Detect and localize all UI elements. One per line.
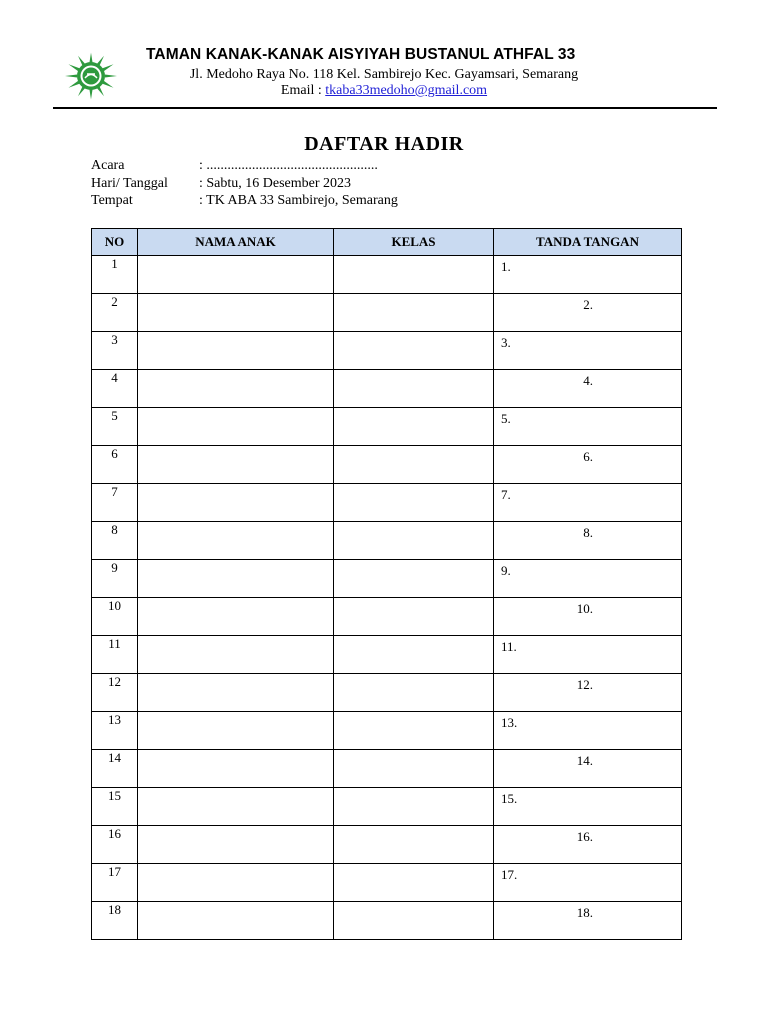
row-number: 14 — [92, 750, 138, 788]
kelas-cell[interactable] — [334, 598, 494, 636]
tanda-tangan-cell[interactable] — [494, 826, 682, 864]
kelas-cell[interactable] — [334, 332, 494, 370]
signature-number: 16. — [576, 829, 593, 844]
row-number: 11 — [92, 636, 138, 674]
signature-number: 11. — [501, 639, 517, 654]
signature-number: 5. — [501, 411, 511, 426]
signature-number: 4. — [583, 373, 593, 388]
kelas-cell[interactable] — [334, 902, 494, 940]
tanda-tangan-cell[interactable] — [494, 332, 682, 370]
tanda-tangan-cell[interactable] — [494, 712, 682, 750]
nama-anak-cell[interactable] — [138, 750, 334, 788]
row-number: 3 — [92, 332, 138, 370]
nama-anak-cell[interactable] — [138, 332, 334, 370]
signature-number: 15. — [501, 791, 518, 806]
kelas-cell[interactable] — [334, 826, 494, 864]
signature-number: 18. — [576, 905, 593, 920]
row-number: 13 — [92, 712, 138, 750]
nama-anak-cell[interactable] — [138, 712, 334, 750]
kelas-cell[interactable] — [334, 446, 494, 484]
signature-number: 3. — [501, 335, 511, 350]
field-value: : TK ABA 33 Sambirejo, Semarang — [199, 193, 398, 208]
table-row — [92, 370, 682, 408]
field-value: : ................................................. — [199, 158, 378, 173]
table-row — [92, 484, 682, 522]
row-number: 16 — [92, 826, 138, 864]
nama-anak-cell[interactable] — [138, 294, 334, 332]
field-label: Hari/ Tanggal — [91, 176, 168, 191]
row-number: 12 — [92, 674, 138, 712]
table-row — [92, 446, 682, 484]
table-row — [92, 864, 682, 902]
tanda-tangan-cell[interactable] — [494, 370, 682, 408]
signature-number: 14. — [576, 753, 593, 768]
school-name: TAMAN KANAK-KANAK AISYIYAH BUSTANUL ATHFAL 33 — [146, 46, 576, 63]
row-number: 4 — [92, 370, 138, 408]
row-number: 8 — [92, 522, 138, 560]
column-header-no: NO — [92, 229, 138, 256]
kelas-cell[interactable] — [334, 256, 494, 294]
row-number: 18 — [92, 902, 138, 940]
column-header-kelas: KELAS — [334, 229, 494, 256]
school-address: Jl. Medoho Raya No. 118 Kel. Sambirejo Kec. Gayamsari, Semarang — [189, 67, 579, 82]
table-row — [92, 332, 682, 370]
row-number: 9 — [92, 560, 138, 598]
tanda-tangan-cell[interactable] — [494, 560, 682, 598]
signature-number: 7. — [501, 487, 511, 502]
table-row — [92, 674, 682, 712]
email-link[interactable]: tkaba33medoho@gmail.com — [325, 83, 488, 98]
kelas-cell[interactable] — [334, 484, 494, 522]
document-title: DAFTAR HADIR — [304, 133, 464, 155]
table-row — [92, 788, 682, 826]
table-header-row — [92, 229, 682, 256]
tanda-tangan-cell[interactable] — [494, 788, 682, 826]
signature-number: 2. — [583, 297, 593, 312]
kelas-cell[interactable] — [334, 636, 494, 674]
signature-number: 1. — [501, 259, 511, 274]
table-row — [92, 560, 682, 598]
field-value: : Sabtu, 16 Desember 2023 — [199, 176, 352, 191]
table-row — [92, 712, 682, 750]
nama-anak-cell[interactable] — [138, 674, 334, 712]
table-row — [92, 750, 682, 788]
nama-anak-cell[interactable] — [138, 636, 334, 674]
tanda-tangan-cell[interactable] — [494, 674, 682, 712]
tanda-tangan-cell[interactable] — [494, 446, 682, 484]
column-header-tanda-tangan: TANDA TANGAN — [494, 229, 682, 256]
table-row — [92, 598, 682, 636]
tanda-tangan-cell[interactable] — [494, 864, 682, 902]
row-number: 1 — [92, 256, 138, 294]
table-row — [92, 902, 682, 940]
row-number: 5 — [92, 408, 138, 446]
kelas-cell[interactable] — [334, 560, 494, 598]
signature-number: 10. — [576, 601, 593, 616]
row-number: 2 — [92, 294, 138, 332]
email-label: Email : — [280, 83, 326, 98]
signature-number: 9. — [501, 563, 511, 578]
signature-number: 13. — [501, 715, 518, 730]
nama-anak-cell[interactable] — [138, 408, 334, 446]
kelas-cell[interactable] — [334, 750, 494, 788]
tanda-tangan-cell[interactable] — [494, 598, 682, 636]
school-email-line — [0, 83, 768, 99]
tanda-tangan-cell[interactable] — [494, 294, 682, 332]
table-row — [92, 294, 682, 332]
kelas-cell[interactable] — [334, 864, 494, 902]
tanda-tangan-cell[interactable] — [494, 750, 682, 788]
signature-number: 6. — [583, 449, 593, 464]
kelas-cell[interactable] — [334, 370, 494, 408]
row-number: 6 — [92, 446, 138, 484]
nama-anak-cell[interactable] — [138, 864, 334, 902]
field-label: Acara — [91, 158, 125, 173]
emblem-ray — [89, 53, 92, 64]
row-number: 7 — [92, 484, 138, 522]
table-row — [92, 256, 682, 294]
table-row — [92, 636, 682, 674]
row-number: 15 — [92, 788, 138, 826]
nama-anak-cell[interactable] — [138, 560, 334, 598]
column-header-nama-anak: NAMA ANAK — [138, 229, 334, 256]
nama-anak-cell[interactable] — [138, 902, 334, 940]
signature-number: 8. — [583, 525, 593, 540]
nama-anak-cell[interactable] — [138, 598, 334, 636]
kelas-cell[interactable] — [334, 522, 494, 560]
nama-anak-cell[interactable] — [138, 370, 334, 408]
nama-anak-cell[interactable] — [138, 256, 334, 294]
kelas-cell[interactable] — [334, 712, 494, 750]
tanda-tangan-cell[interactable] — [494, 484, 682, 522]
tanda-tangan-cell[interactable] — [494, 902, 682, 940]
tanda-tangan-cell[interactable] — [494, 522, 682, 560]
table-row — [92, 522, 682, 560]
header-divider — [53, 107, 717, 109]
signature-number: 17. — [501, 867, 518, 882]
row-number: 10 — [92, 598, 138, 636]
kelas-cell[interactable] — [334, 788, 494, 826]
attendance-table — [91, 228, 682, 940]
kelas-cell[interactable] — [334, 294, 494, 332]
nama-anak-cell[interactable] — [138, 484, 334, 522]
kelas-cell[interactable] — [334, 408, 494, 446]
nama-anak-cell[interactable] — [138, 446, 334, 484]
tanda-tangan-cell[interactable] — [494, 256, 682, 294]
tanda-tangan-cell[interactable] — [494, 408, 682, 446]
nama-anak-cell[interactable] — [138, 826, 334, 864]
table-row — [92, 826, 682, 864]
nama-anak-cell[interactable] — [138, 788, 334, 826]
tanda-tangan-cell[interactable] — [494, 636, 682, 674]
row-number: 17 — [92, 864, 138, 902]
field-label: Tempat — [91, 193, 133, 208]
kelas-cell[interactable] — [334, 674, 494, 712]
table-row — [92, 408, 682, 446]
nama-anak-cell[interactable] — [138, 522, 334, 560]
signature-number: 12. — [576, 677, 593, 692]
